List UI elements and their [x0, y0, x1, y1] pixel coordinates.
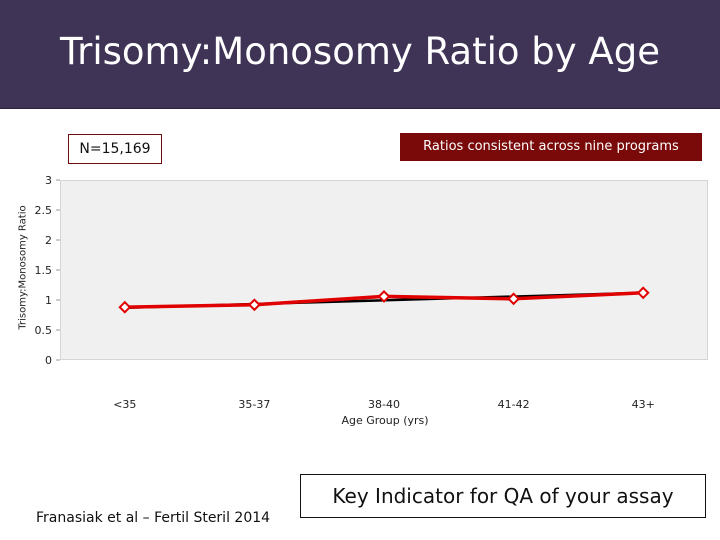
x-tick-label: 38-40 [368, 398, 400, 411]
x-tick-label: 41-42 [497, 398, 530, 411]
y-tick-label: 2.5 [34, 204, 52, 217]
series-group [120, 288, 648, 312]
key-indicator-box: Key Indicator for QA of your assay [300, 474, 706, 518]
sample-size-badge: N=15,169 [68, 134, 162, 164]
y-tick-label: 3 [45, 174, 52, 187]
data-point-marker [249, 300, 259, 310]
y-tick-label: 1.5 [34, 264, 52, 277]
y-tick-label: 0.5 [34, 324, 52, 337]
data-point-marker [638, 288, 648, 298]
x-tick-label: 43+ [631, 398, 655, 411]
y-tick-label: 1 [45, 294, 52, 307]
x-axis-label: Age Group (yrs) [341, 414, 429, 427]
citation-text: Franasiak et al – Fertil Steril 2014 [36, 510, 271, 526]
data-point-marker [120, 302, 130, 312]
x-tick-label: <35 [113, 398, 137, 411]
slide-title: Trisomy:Monosomy Ratio by Age [59, 30, 660, 73]
y-axis-label: Trisomy:Monosomy Ratio [17, 205, 29, 330]
ratios-note-badge: Ratios consistent across nine programs [400, 133, 702, 161]
y-tick-label: 0 [45, 354, 52, 367]
y-tick-label: 2 [45, 234, 52, 247]
x-tick-label: 35-37 [238, 398, 271, 411]
x-axis-ticks [113, 398, 655, 411]
y-axis-ticks [35, 174, 61, 367]
